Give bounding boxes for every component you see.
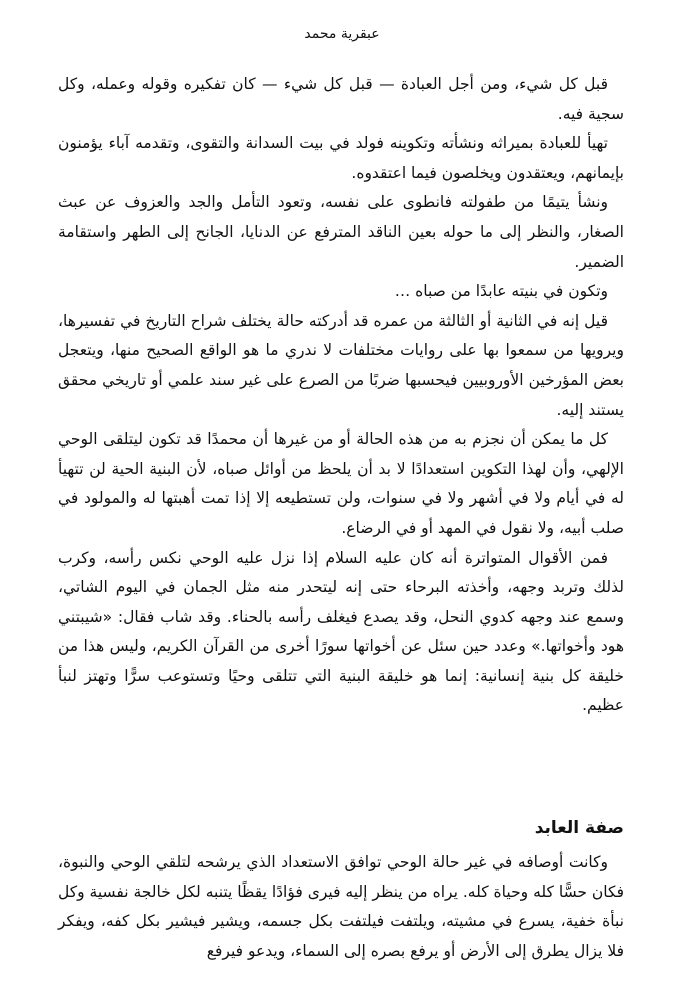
paragraph: كل ما يمكن أن نجزم به من هذه الحالة أو من غيرها أن محمدًا قد تكون ليتلقى الوحي الإلهي، وأن لهذا التكوين استعدادًا لا بد أن يلحظ من أوائل صباه، لأن البنية الحية لن تتهيأ له في أيام ولا في أشهر ولا في سنوات، ولن تستطيعه إلا إذا تمت أهبتها له والمولود في صلب أبيه، ولا نقول في المهد أو في الرضاع. [58, 430, 624, 537]
paragraph: قبل كل شيء، ومن أجل العبادة — قبل كل شيء — كان تفكيره وقوله وعمله، وكل سجية فيه. [58, 75, 624, 123]
paragraph: تهيأ للعبادة بميراثه ونشأته وتكوينه فولد في بيت السدانة والتقوى، وتقدمه آباء يؤمنون بإيمانهم، ويعتقدون ويخلصون فيما اعتقدوه. [58, 134, 624, 182]
running-header: عبقرية محمد [304, 26, 380, 42]
paragraph: وتكون في بنيته عابدًا من صباه … [394, 282, 608, 301]
paragraph: قيل إنه في الثانية أو الثالثة من عمره قد أدركته حالة يختلف شراح التاريخ في تفسيرها، ويرويها من سمعوا بها على روايات مختلفات لا ندري ما هو الواقع الصحيح منها، ويتعجل بعض المؤرخين الأوروبيين فيحسبها ضربًا من الصرع على غير سند علمي أو تاريخي محقق يستند إليه. [58, 311, 624, 419]
section-text [58, 848, 624, 966]
paragraph: ونشأ يتيمًا من طفولته فانطوى على نفسه، وتعود التأمل والجد والعزوف عن عبث الصغار، والنظر إلى ما حوله بعين الناقد المترفع عن الدنايا، الجانح إلى الطهر واستقامة الضمير. [58, 193, 624, 271]
section-heading: صفة العابد [534, 818, 624, 839]
body-text [58, 70, 624, 721]
paragraph: وكانت أوصافه في غير حالة الوحي توافق الاستعداد الذي يرشحه لتلقي الوحي والنبوة، فكان حسًّا كله وحياة كله. يراه من ينظر إليه فيرى فؤادًا يقظًا يتنبه لكل خالجة نفسية وكل نبأة خفية، يسرع في مشيته، ويلتفت فيلتفت بكل جسمه، ويشير فيشير بكل كفه، ويفكر فلا يزال يطرق إلى الأرض أو يرفع بصره إلى السماء، ويدعو فيرفع [58, 853, 624, 960]
paragraph: فمن الأقوال المتواترة أنه كان عليه السلام إذا نزل عليه الوحي نكس رأسه، وكرب لذلك وتربد وجهه، وأخذته البرحاء حتى إنه ليتحدر منه مثل الجمان في اليوم الشاتي، وسمع عند وجهه كدوي النحل، وقد يصدع فيغلف رأسه بالحناء. وقد شاب فقال: «شيبتني هود وأخواتها.» وعدد حين سئل عن أخواتها سورًا أخرى من القرآن الكريم، وليس هذا من خليقة كل بنية إنسانية: إنما هو خليقة البنية التي تتلقى وحيًا وتستوعب سرًّا وتهتز لنبأ عظيم. [58, 548, 624, 715]
